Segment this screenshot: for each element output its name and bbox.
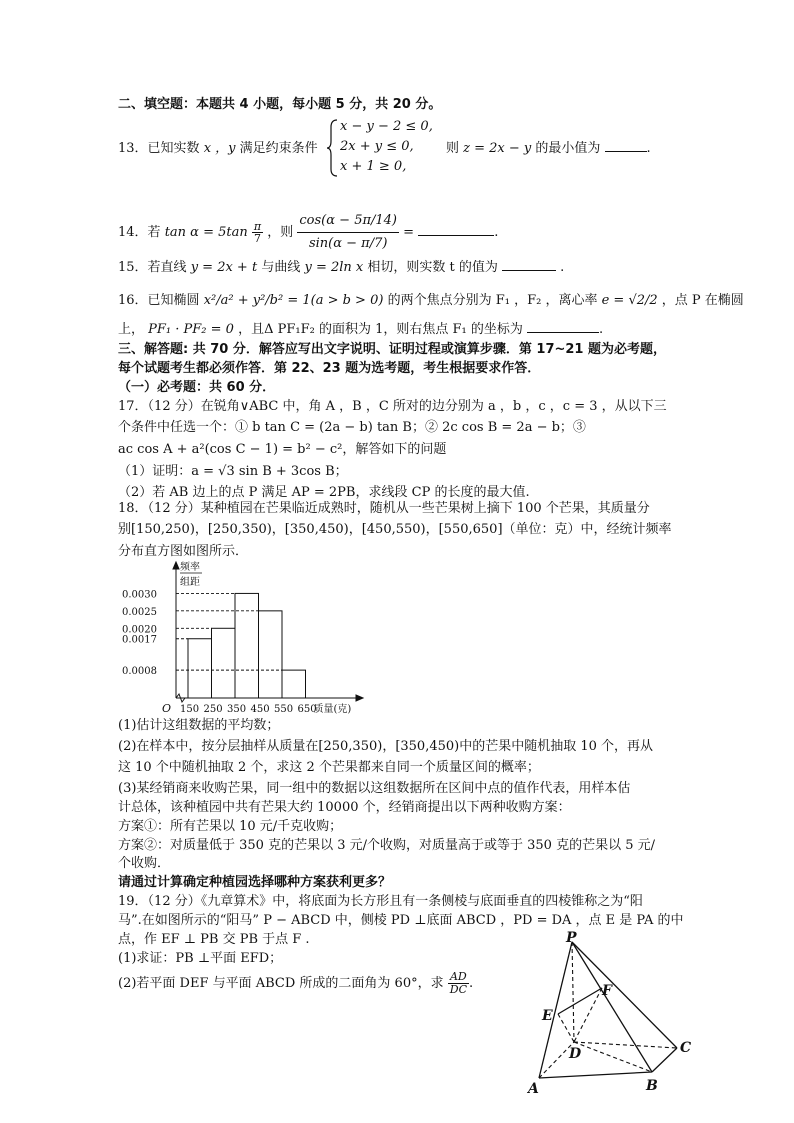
x-tick-label: 550 <box>274 704 294 715</box>
q13-constraint-2: 2x + y ≤ 0, <box>340 139 414 154</box>
q19-line-2: 马”.在如图所示的“阳马” P − ABCD 中，侧棱 PD ⊥底面 ABCD ，PD = DA ，点 E 是 PA 的中 <box>118 913 684 928</box>
q18-line-3: 分布直方图如图所示． <box>118 544 249 559</box>
histogram-bar <box>259 611 283 698</box>
x-tick-label: 150 <box>180 704 200 715</box>
label-P: P <box>566 930 577 946</box>
section-3-line-2: 每个试题考生都必须作答．第 22、23 题为选考题，考生根据要求作答． <box>118 361 541 376</box>
histogram-bar <box>282 670 306 698</box>
question-13: 13．已知实数 x ，y 满足约束条件 则 z = 2x − y 的最小值为 . <box>118 141 651 156</box>
pyramid-figure <box>524 930 724 1100</box>
q14-numerator: cos(α − 5π/14) <box>297 210 399 233</box>
q16-eccentricity: e = √2/2 <box>601 293 658 308</box>
q16-answer-blank[interactable] <box>527 332 599 333</box>
q19-line-3: 点，作 EF ⊥ PB 交 PB 于点 F . <box>118 932 310 947</box>
q13-answer-blank[interactable] <box>605 151 647 152</box>
y-tick-label: 0.0017 <box>122 634 157 646</box>
q14-denominator: sin(α − π/7) <box>308 236 388 251</box>
edge-PC <box>572 942 677 1048</box>
x-tick-label: 250 <box>203 704 223 715</box>
section-2-heading: 二、填空题：本题共 4 小题，每小题 5 分，共 20 分。 <box>118 97 442 112</box>
q16-l2a: 上， <box>118 322 145 337</box>
q14-pi-over-7: $\frac{\pi}{7}$ <box>253 220 262 245</box>
histogram-bar <box>188 639 212 698</box>
q17-line-3: ac cos A + a²(cos C − 1) = b² − c²，解答如下的问题 <box>118 442 447 457</box>
section-3-line-3: （一）必考题：共 60 分． <box>118 380 276 395</box>
label-B: B <box>646 1078 658 1094</box>
q13-expr: z = 2x − y <box>463 141 532 156</box>
histogram-bar <box>212 628 236 698</box>
edge-PB <box>572 942 652 1072</box>
q18-sub-2b: 这 10 个中随机抽取 2 个，求这 2 个芒果都来自同一个质量区间的概率； <box>118 760 540 775</box>
frequency-histogram <box>118 558 368 718</box>
q18-ask: 请通过计算确定种植园选择哪种方案获利更多？ <box>118 875 392 890</box>
label-C: C <box>680 1040 692 1056</box>
edge-DC <box>574 1042 677 1048</box>
q16-post: ，点 P 在椭圆 <box>661 293 744 308</box>
q13-brace <box>326 119 340 177</box>
q14-pre: 14．若 <box>118 225 161 240</box>
q18-sub-1: (1)估计这组数据的平均数； <box>118 718 280 733</box>
y-tick-label: 0.0020 <box>122 624 157 636</box>
q15-pre: 15．若直线 <box>118 260 187 275</box>
q18-line-2: 别[150,250)，[250,350)，[350,450)，[450,550)，[550,650]（单位：克）中，经统计频率 <box>118 522 672 537</box>
histogram-bar <box>235 593 259 698</box>
q13-vars: x ，y <box>203 141 236 156</box>
q18-plan-1: 方案①：所有芒果以 10 元/千克收购； <box>118 819 343 834</box>
question-16-line-2: 上， PF₁ · PF₂ = 0 ，且Δ PF₁F₂ 的面积为 1，则右焦点 F₁ 的坐标为 . <box>118 322 604 337</box>
x-tick-label: 450 <box>250 704 270 715</box>
q13-pre: 13．已知实数 <box>118 141 200 156</box>
q17-line-2: 个条件中任选一个：① b tan C = (2a − b) tan B；② 2c cos B = 2a − b；③ <box>118 420 586 435</box>
q18-plan-2b: 个收购． <box>118 856 171 871</box>
x-axis-label: 质量(克) <box>313 704 352 715</box>
q16-mid: 的两个焦点分别为 F₁ ，F₂ ，离心率 <box>387 293 598 308</box>
q15-line: y = 2x + t <box>190 260 258 275</box>
x-axis-arrow <box>356 695 363 701</box>
q18-sub-2a: (2)在样本中，按分层抽样从质量在[250,350)，[350,450)中的芒果中随机抽取 10 个，再从 <box>118 739 654 754</box>
q18-line-1: 18．（12 分）某种植园在芒果临近成熟时，随机从一些芒果树上摘下 100 个芒果，其质量分 <box>118 501 650 516</box>
y-tick-label: 0.0008 <box>122 666 157 678</box>
q15-mid: 与曲线 <box>261 260 301 275</box>
q14-fraction <box>297 210 399 255</box>
y-axis-arrow <box>173 562 179 569</box>
q19-ratio: $\frac{AD}{DC}$ <box>449 970 467 996</box>
question-14: 14．若 tan α = 5tan $\frac{\pi}{7}$ ，则 $\frac{\cos(\alpha - 5\pi/14)}{\sin(\alpha - \pi/7)}$ = . <box>118 210 498 255</box>
q19-line-1: 19．（12 分）《九章算术》中，将底面为长方形且有一条侧棱与底面垂直的四棱锥称之为“阳 <box>118 894 643 909</box>
label-E: E <box>542 1008 553 1024</box>
origin-label: O <box>162 702 172 715</box>
x-tick-label: 350 <box>227 704 247 715</box>
q13-constraint-3: x + 1 ≥ 0, <box>340 159 407 174</box>
y-axis-label-bottom: 组距 <box>180 577 200 588</box>
q16-dot: PF₁ · PF₂ = 0 <box>148 322 234 337</box>
q13-post1: 则 <box>445 141 459 156</box>
label-D: D <box>569 1046 582 1062</box>
q15-curve: y = 2ln x <box>304 260 364 275</box>
q18-plan-2a: 方案②：对质量低于 350 克的芒果以 3 元/个收购，对质量高于或等于 350 克的芒果以 5 元/ <box>118 838 655 853</box>
edge-PD <box>572 942 574 1042</box>
section-3-line-1: 三、解答题: 共 70 分．解答应写出文字说明、证明过程或演算步骤．第 17~21 题为必考题， <box>118 342 666 357</box>
q18-sub-3a: (3)某经销商来收购芒果，同一组中的数据以这组数据所在区间中点的值作代表，用样本估 <box>118 781 631 796</box>
q17-line-4: （1）证明：a = √3 sin B + 3cos B； <box>118 464 348 479</box>
q14-cond: tan α = 5tan <box>164 225 248 240</box>
x-tick-label: 650 <box>297 704 317 715</box>
q14-answer-blank[interactable] <box>418 235 494 236</box>
segment-DB <box>574 1042 652 1072</box>
q17-line-5: （2）若 AB 边上的点 P 满足 AP = 2PB，求线段 CP 的长度的最大值. <box>118 485 530 500</box>
q17-line-1: 17．（12 分）在锐角∨ABC 中，角 A ，B ，C 所对的边分别为 a ，b ，c ，c = 3 ，从以下三 <box>118 399 667 414</box>
edge-AB <box>539 1072 652 1078</box>
q19-sub-2: (2)若平面 DEF 与平面 ABCD 所成的二面角为 60°，求 $\frac{AD}{DC}$ . <box>118 970 474 996</box>
q13-mid: 满足约束条件 <box>239 141 318 156</box>
q13-constraint-1: x − y − 2 ≤ 0, <box>340 119 433 134</box>
y-axis-label-top: 频率 <box>180 562 200 573</box>
q19-sub-1: (1)求证：PB ⊥平面 EFD； <box>118 951 283 966</box>
label-F: F <box>602 983 612 999</box>
q13-post2: 的最小值为 <box>535 141 601 156</box>
q19-sub-2-text: (2)若平面 DEF 与平面 ABCD 所成的二面角为 60°，求 <box>118 976 444 991</box>
q15-answer-blank[interactable] <box>502 270 556 271</box>
question-16-line-1 <box>118 292 744 310</box>
label-A: A <box>528 1081 539 1097</box>
y-tick-label: 0.0025 <box>122 606 157 618</box>
q18-sub-3b: 计总体，该种植园中共有芒果大约 10000 个，经销商提出以下两种收购方案： <box>118 800 571 815</box>
q16-pre: 16．已知椭圆 <box>118 293 200 308</box>
segment-ED <box>558 1014 574 1042</box>
q16-ellipse: x²/a² + y²/b² = 1(a > b > 0) <box>203 293 384 308</box>
edge-BC <box>652 1048 677 1072</box>
y-tick-label: 0.0030 <box>122 589 157 601</box>
q16-l2b: ，且Δ PF₁F₂ 的面积为 1，则右焦点 F₁ 的坐标为 <box>238 322 523 337</box>
question-15: 15．若直线 y = 2x + t 与曲线 y = 2ln x 相切，则实数 t 的值为 . <box>118 260 565 275</box>
q14-eq: = <box>403 225 415 240</box>
q14-mid: ，则 <box>267 225 294 240</box>
q15-post: 相切，则实数 t 的值为 <box>367 260 498 275</box>
